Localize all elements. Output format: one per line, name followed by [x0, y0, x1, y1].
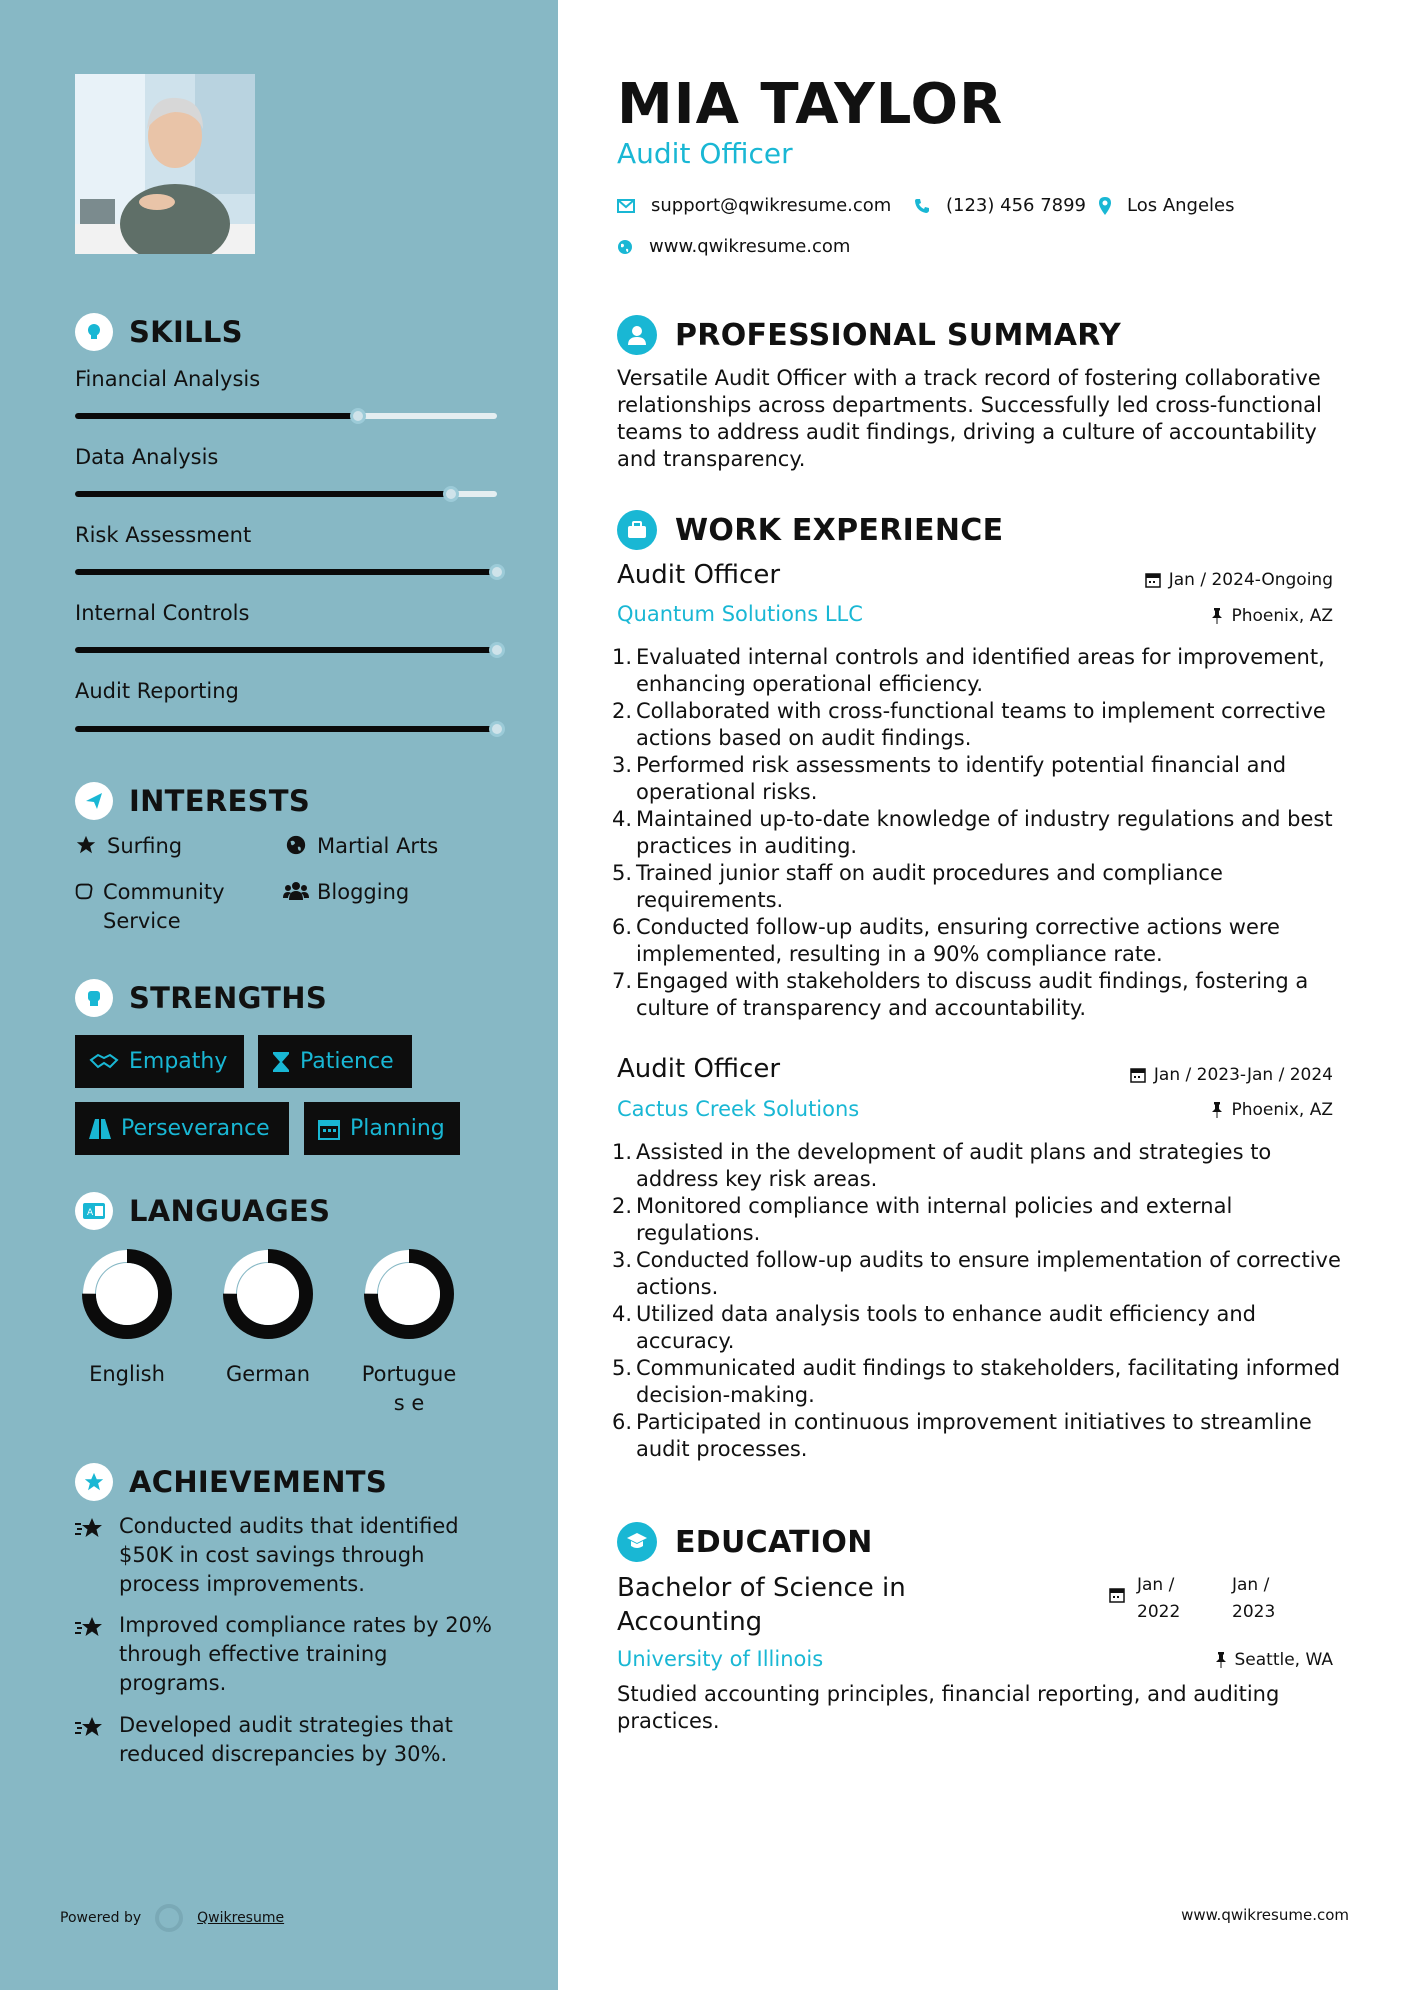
- skill-bar-knob: [443, 486, 459, 502]
- strength-label: Planning: [350, 1116, 445, 1141]
- list-item: 7. Engaged with stakeholders to discuss audit findings, fostering a culture of transparency and accountability.: [610, 968, 1350, 1022]
- achievement-text: Developed audit strategies that reduced discrepancies by 30%.: [119, 1713, 453, 1766]
- road-icon: [89, 1119, 111, 1139]
- list-item: 1. Evaluated internal controls and identified areas for improvement, enhancing operational efficiency.: [610, 644, 1350, 698]
- skill-label: Financial Analysis: [75, 367, 261, 391]
- footer-url[interactable]: www.qwikresume.com: [1181, 1906, 1349, 1924]
- job-location-text: Phoenix, AZ: [1231, 1100, 1333, 1120]
- job-location: [1211, 606, 1333, 626]
- lightbulb-icon: [75, 313, 113, 351]
- list-item: 2. Collaborated with cross-functional teams to implement corrective actions based on audit findings.: [610, 698, 1350, 752]
- bullet-text: Trained junior staff on audit procedures and compliance requirements.: [636, 861, 1223, 912]
- language-label: German: [225, 1362, 311, 1386]
- language-donut: [79, 1246, 175, 1342]
- education-start: Jan / 2022: [1137, 1575, 1181, 1622]
- bullet-text: Assisted in the development of audit plans and strategies to address key risk areas.: [636, 1140, 1272, 1191]
- strengths-title: STRENGTHS: [129, 981, 328, 1015]
- strengths-heading: [75, 979, 327, 1017]
- bullet-text: Participated in continuous improvement initiatives to streamline audit processes.: [636, 1410, 1312, 1461]
- language-item: [218, 1246, 318, 1389]
- pushpin-icon: [1211, 608, 1223, 624]
- bullet-text: Conducted follow-up audits to ensure implementation of corrective actions.: [636, 1248, 1341, 1299]
- list-item: 3. Performed risk assessments to identify potential financial and operational risks.: [610, 752, 1350, 806]
- candidate-title: Audit Officer: [617, 137, 793, 170]
- envelope-icon: [617, 199, 635, 213]
- language-item: [77, 1246, 177, 1389]
- star-badge-icon: [75, 1463, 113, 1501]
- skills-heading: [75, 313, 243, 351]
- powered-by: [60, 1904, 284, 1932]
- interest-label: Community Service: [103, 880, 225, 933]
- language-label: Portugues e: [361, 1362, 457, 1415]
- strength-label: Patience: [300, 1049, 394, 1074]
- star-trail-icon: [75, 1611, 105, 1647]
- education-title: EDUCATION: [675, 1524, 873, 1560]
- skills-title: SKILLS: [129, 315, 243, 349]
- skill-bar-knob: [489, 721, 505, 737]
- skill-label: Risk Assessment: [75, 523, 252, 547]
- job-dates: [1145, 570, 1333, 590]
- location-text: Los Angeles: [1127, 195, 1235, 216]
- hourglass-icon: [272, 1051, 290, 1073]
- interest-label: Martial Arts: [317, 834, 439, 858]
- education-calendar: [1109, 1587, 1133, 1603]
- strength-label: Perseverance: [121, 1116, 270, 1141]
- list-item: 6. Participated in continuous improvement initiatives to streamline audit processes.: [610, 1409, 1350, 1463]
- list-item: 2. Monitored compliance with internal policies and external regulations.: [610, 1193, 1350, 1247]
- contact-phone: [914, 195, 1086, 216]
- email-text[interactable]: support@qwikresume.com: [651, 195, 892, 216]
- bullet-text: Maintained up-to-date knowledge of industry regulations and best practices in auditing.: [636, 807, 1333, 858]
- bullet-text: Engaged with stakeholders to discuss audit findings, fostering a culture of transparency and accountability.: [636, 969, 1309, 1020]
- skill-bar: [75, 726, 497, 732]
- list-item: 3. Conducted follow-up audits to ensure implementation of corrective actions.: [610, 1247, 1350, 1301]
- pushpin-icon: [1211, 1102, 1223, 1118]
- briefcase-icon: [617, 510, 657, 550]
- list-item: 5. Trained junior staff on audit procedures and compliance requirements.: [610, 860, 1350, 914]
- summary-title: PROFESSIONAL SUMMARY: [675, 317, 1122, 353]
- job-dates-text: Jan / 2023-Jan / 2024: [1153, 1065, 1333, 1085]
- achievements-heading: [75, 1463, 387, 1501]
- achievement-text: Improved compliance rates by 20% through effective training programs.: [119, 1613, 492, 1695]
- phone-icon: [914, 198, 930, 214]
- interests-title: INTERESTS: [129, 784, 311, 818]
- map-pin-icon: [1099, 197, 1111, 215]
- calendar-icon: [1109, 1587, 1125, 1603]
- globe-icon: [617, 239, 633, 255]
- skill-bar-knob: [489, 564, 505, 580]
- job-role: Audit Officer: [617, 1054, 781, 1084]
- sidebar: [0, 0, 558, 1990]
- skill-bar: [75, 569, 497, 575]
- languages-title: LANGUAGES: [129, 1194, 331, 1228]
- skill-bar-fill: [75, 491, 451, 497]
- achievement-item: [75, 1711, 495, 1769]
- skill-bar: [75, 491, 497, 497]
- interests-heading: [75, 782, 310, 820]
- bullet-text: Evaluated internal controls and identified areas for improvement, enhancing operational efficiency.: [636, 645, 1325, 696]
- star-trail-icon: [75, 1512, 105, 1548]
- interest-label: Surfing: [107, 834, 183, 858]
- achievement-item: [75, 1512, 495, 1599]
- achievement-text: Conducted audits that identified $50K in cost savings through process improvements.: [119, 1514, 459, 1596]
- achievements-title: ACHIEVEMENTS: [129, 1465, 388, 1499]
- handshake-icon: [89, 1052, 119, 1072]
- strength-badge: [304, 1102, 460, 1155]
- skill-bar-fill: [75, 569, 497, 575]
- bullet-text: Monitored compliance with internal policies and external regulations.: [636, 1194, 1233, 1245]
- globe-icon: [283, 832, 309, 856]
- job-dates: [1130, 1065, 1333, 1085]
- language-label: English: [89, 1362, 165, 1386]
- education-description: Studied accounting principles, financial reporting, and auditing practices.: [617, 1682, 1280, 1733]
- calendar-icon: [1145, 572, 1161, 588]
- bullet-text: Conducted follow-up audits, ensuring corrective actions were implemented, resulting in a 90% compliance rate.: [636, 915, 1280, 966]
- job-role: Audit Officer: [617, 560, 781, 590]
- calendar-icon: [1130, 1067, 1146, 1083]
- job-location-text: Phoenix, AZ: [1231, 606, 1333, 626]
- strength-label: Empathy: [129, 1049, 228, 1074]
- experience-heading: [617, 510, 1003, 550]
- skill-bar-knob: [489, 642, 505, 658]
- language-donut: [361, 1246, 457, 1342]
- powered-by-link[interactable]: Qwikresume: [197, 1910, 285, 1926]
- skill-bar-fill: [75, 413, 358, 419]
- skill-bar-fill: [75, 726, 497, 732]
- svg-text:A: A: [87, 1208, 94, 1218]
- skill-label: Data Analysis: [75, 445, 219, 469]
- hand-icon: [73, 878, 95, 902]
- skill-label: Audit Reporting: [75, 679, 239, 703]
- language-donut: [220, 1246, 316, 1342]
- achievement-item: [75, 1611, 495, 1698]
- bullet-text: Communicated audit findings to stakeholders, facilitating informed decision-making.: [636, 1356, 1341, 1407]
- education-heading: [617, 1522, 873, 1562]
- calendar-icon: [318, 1118, 340, 1140]
- skill-bar: [75, 413, 497, 419]
- skill-label: Internal Controls: [75, 601, 250, 625]
- summary-text: Versatile Audit Officer with a track record of fostering collaborative relationships across departments. Successfully led cross-functional teams to address audit findings, driving a culture of accountability and transparency.: [617, 366, 1322, 471]
- powered-by-label: Powered by: [60, 1910, 142, 1926]
- candidate-name: MIA TAYLOR: [617, 72, 1004, 137]
- paper-plane-icon: [75, 782, 113, 820]
- skill-bar-knob: [350, 408, 366, 424]
- job-bullets: [610, 644, 1350, 1022]
- interest-item: [73, 878, 273, 936]
- language-icon: [75, 1192, 113, 1230]
- summary-heading: [617, 315, 1121, 355]
- interest-label: Blogging: [317, 880, 410, 904]
- skill-bar-fill: [75, 647, 497, 653]
- job-company: Cactus Creek Solutions: [617, 1097, 860, 1121]
- skill-bar: [75, 647, 497, 653]
- list-item: 6. Conducted follow-up audits, ensuring corrective actions were implemented, resulting in a 90% compliance rate.: [610, 914, 1350, 968]
- education-school: University of Illinois: [617, 1647, 824, 1671]
- star-trail-icon: [75, 1711, 105, 1747]
- qwikresume-logo-icon: [155, 1904, 183, 1932]
- languages-heading: [75, 1192, 330, 1230]
- education-location: [1215, 1650, 1334, 1670]
- job-dates-text: Jan / 2024-Ongoing: [1168, 570, 1333, 590]
- job-bullets: [610, 1139, 1350, 1463]
- strength-badge: [258, 1035, 412, 1088]
- job-company: Quantum Solutions LLC: [617, 602, 863, 626]
- education-end: Jan / 2023: [1232, 1575, 1276, 1622]
- contact-email: [617, 195, 891, 216]
- list-item: 4. Maintained up-to-date knowledge of industry regulations and best practices in auditing.: [610, 806, 1350, 860]
- strength-badge: [75, 1035, 244, 1088]
- interest-item: [73, 832, 182, 861]
- bullet-text: Performed risk assessments to identify potential financial and operational risks.: [636, 753, 1287, 804]
- user-icon: [617, 315, 657, 355]
- experience-title: WORK EXPERIENCE: [675, 512, 1004, 548]
- strength-badge: [75, 1102, 289, 1155]
- interest-item: [283, 878, 409, 907]
- bullet-text: Utilized data analysis tools to enhance audit efficiency and accuracy.: [636, 1302, 1256, 1353]
- interest-item: [283, 832, 438, 861]
- contact-location: [1099, 195, 1235, 216]
- fist-icon: [75, 979, 113, 1017]
- phone-text[interactable]: (123) 456 7899: [946, 195, 1087, 216]
- users-icon: [283, 878, 309, 902]
- list-item: 1. Assisted in the development of audit plans and strategies to address key risk areas.: [610, 1139, 1350, 1193]
- job-location: [1211, 1100, 1333, 1120]
- bullet-text: Collaborated with cross-functional teams to implement corrective actions based on audit findings.: [636, 699, 1326, 750]
- graduate-icon: [617, 1522, 657, 1562]
- profile-photo: [75, 74, 255, 254]
- education-degree: Bachelor of Science in Accounting: [617, 1573, 906, 1637]
- list-item: 5. Communicated audit findings to stakeholders, facilitating informed decision-making.: [610, 1355, 1350, 1409]
- list-item: 4. Utilized data analysis tools to enhance audit efficiency and accuracy.: [610, 1301, 1350, 1355]
- star-icon: [73, 832, 99, 856]
- pushpin-icon: [1215, 1652, 1227, 1668]
- language-item: [359, 1246, 459, 1418]
- contact-website: [617, 236, 850, 257]
- website-text[interactable]: www.qwikresume.com: [649, 236, 851, 257]
- education-location-text: Seattle, WA: [1234, 1650, 1333, 1670]
